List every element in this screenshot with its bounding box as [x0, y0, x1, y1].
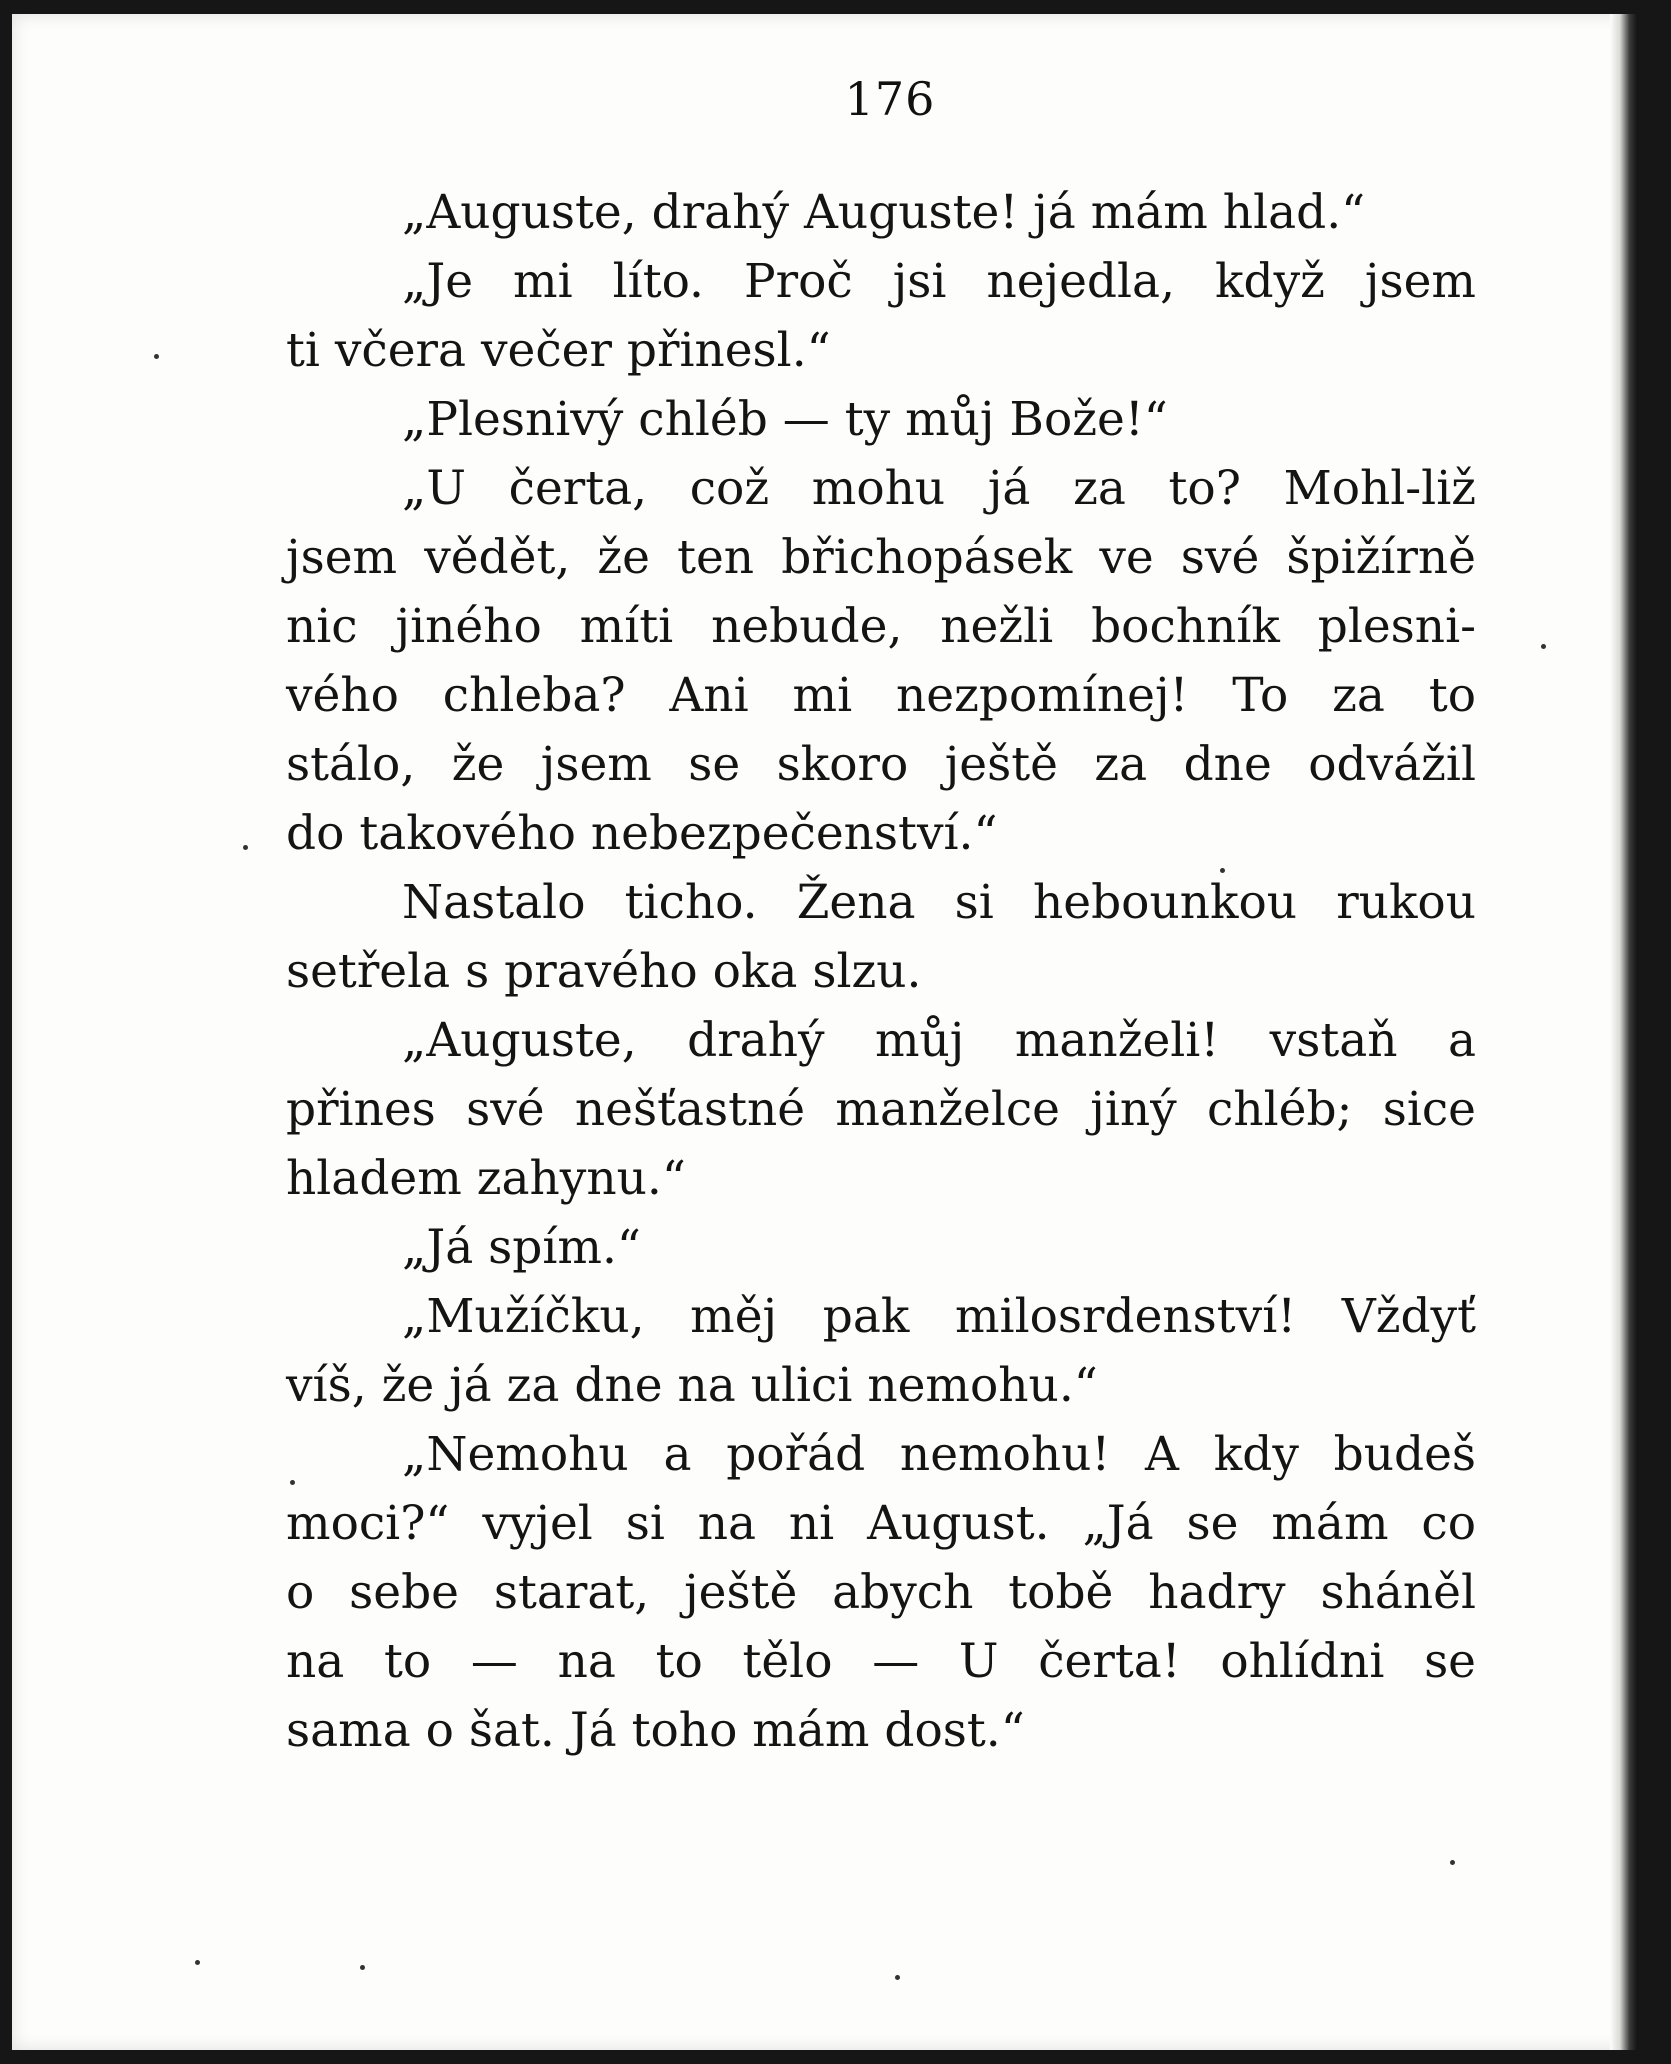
text-line: „Nemohu a pořád nemohu! A kdy budeš — [402, 1427, 1476, 1482]
text-line: přines své nešťastné manželce jiný chléb; sice — [286, 1082, 1476, 1137]
text-line: „Mužíčku, měj pak milosrdenství! Vždyť — [402, 1289, 1476, 1344]
scan-speck — [895, 1975, 900, 1980]
scan-speck — [195, 1960, 200, 1965]
text-line: do takového nebezpečenství.“ — [286, 806, 998, 861]
text-line: „Já spím.“ — [402, 1220, 641, 1275]
text-line: Nastalo ticho. Žena si hebounkou rukou — [402, 875, 1476, 930]
text-line: stálo, že jsem se skoro ještě za dne odvážil — [286, 737, 1476, 792]
text-line: nic jiného míti nebude, nežli bochník plesni- — [286, 599, 1476, 654]
text-line: „Auguste, drahý můj manželi! vstaň a — [402, 1013, 1476, 1068]
page-edge-shadow — [1610, 14, 1638, 2050]
text-line: sama o šat. Já toho mám dost.“ — [286, 1703, 1025, 1758]
text-line: ti včera večer přinesl.“ — [286, 323, 831, 378]
text-line: vého chleba? Ani mi nezpomínej! To za to — [286, 668, 1476, 723]
text-line: „Je mi líto. Proč jsi nejedla, když jsem — [402, 254, 1476, 309]
scan-speck — [1220, 868, 1225, 873]
page-number: 176 — [844, 72, 936, 126]
text-line: hladem zahynu.“ — [286, 1151, 686, 1206]
text-line: víš, že já za dne na ulici nemohu.“ — [286, 1358, 1098, 1413]
text-line: „Plesnivý chléb — ty můj Bože!“ — [402, 392, 1168, 447]
text-line: „Auguste, drahý Auguste! já mám hlad.“ — [402, 185, 1366, 240]
text-line: na to — na to tělo — U čerta! ohlídni se — [286, 1634, 1476, 1689]
text-line: setřela s pravého oka slzu. — [286, 944, 922, 999]
body-text — [286, 178, 1476, 1765]
scan-speck — [360, 1965, 365, 1970]
text-line: jsem vědět, že ten břichopásek ve své špižírně — [286, 530, 1476, 585]
scan-speck — [290, 1480, 295, 1485]
text-line: o sebe starat, ještě abych tobě hadry sháněl — [286, 1565, 1476, 1620]
scan-speck — [154, 354, 159, 359]
scan-speck — [243, 845, 248, 850]
scan-speck — [1541, 644, 1546, 649]
text-line: „U čerta, což mohu já za to? Mohl-liž — [402, 461, 1476, 516]
scan-speck — [1450, 1860, 1455, 1865]
text-line: moci?“ vyjel si na ni August. „Já se mám co — [286, 1496, 1476, 1551]
